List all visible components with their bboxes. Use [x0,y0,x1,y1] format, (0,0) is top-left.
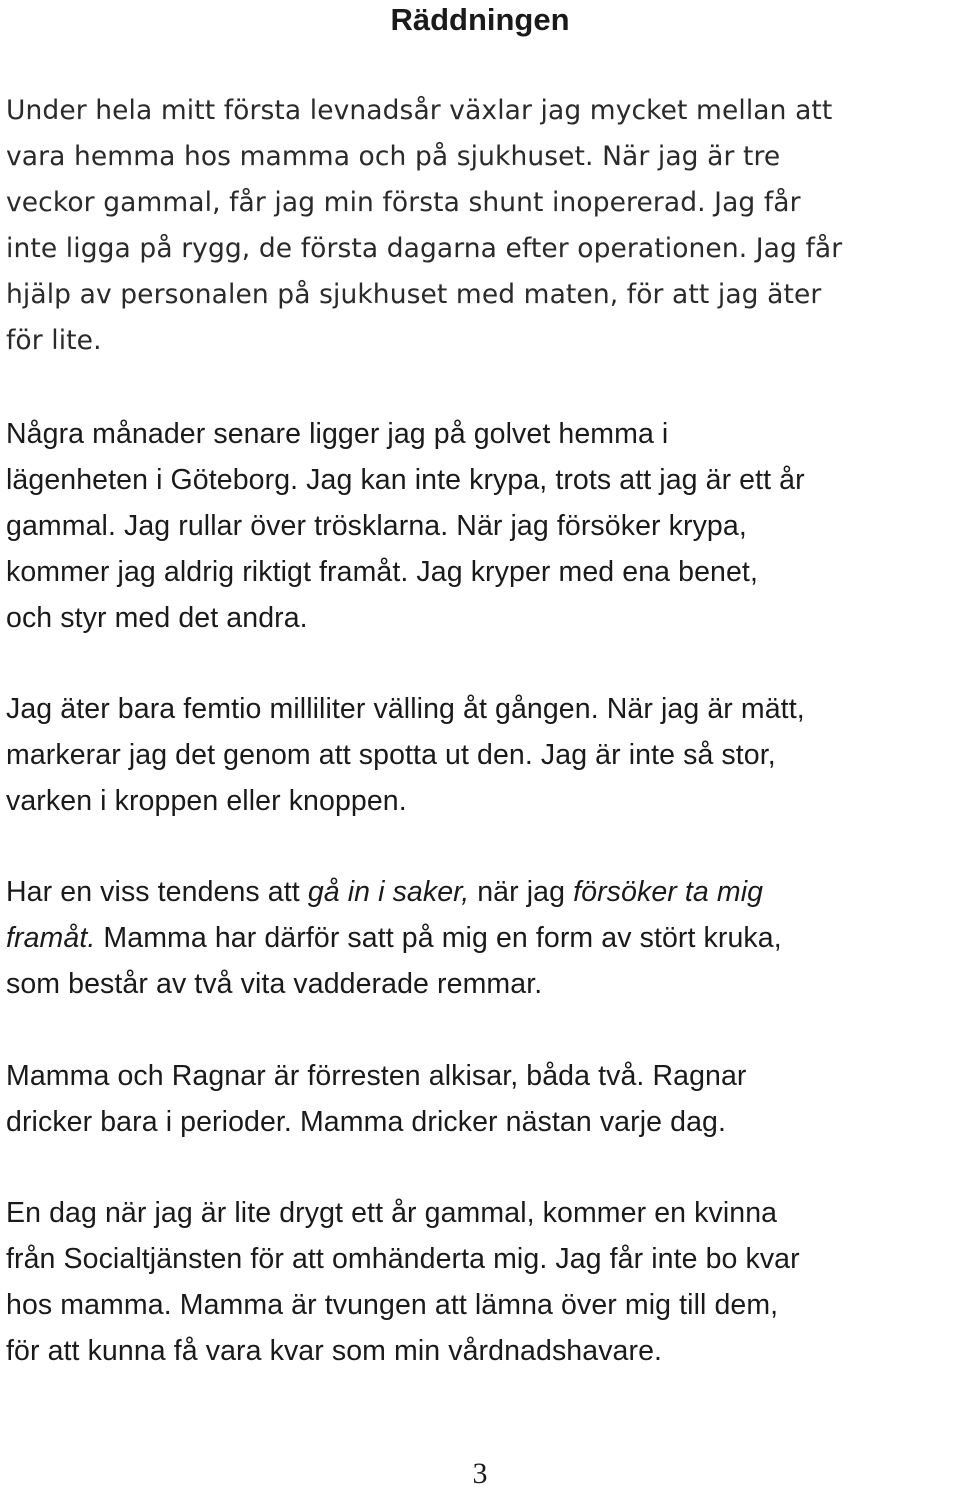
italic-text: framåt. [6,922,96,954]
text-line: som består av två vita vadderade remmar. [6,968,543,1000]
text-line: för lite. [6,325,102,356]
text-line: En dag när jag är lite drygt ett år gammal, kommer en kvinna [6,1197,778,1229]
text-line: hos mamma. Mamma är tvungen att lämna över mig till dem, [6,1289,779,1321]
text-line [6,869,956,915]
page-title: Räddningen [390,2,570,37]
text-line: kommer jag aldrig riktigt framåt. Jag kryper med ena benet, [6,556,758,588]
text-line: veckor gammal, får jag min första shunt inopererad. Jag får [6,187,801,218]
text-line: lägenheten i Göteborg. Jag kan inte krypa, trots att jag är ett år [6,464,805,496]
paragraph-3 [6,686,956,824]
text-run: Mamma har därför satt på mig en form av stört kruka, [95,922,782,954]
paragraph-2 [6,411,956,641]
paragraph-5 [6,1053,956,1145]
text-line [6,915,956,961]
text-line: gammal. Jag rullar över trösklarna. När jag försöker krypa, [6,510,747,542]
paragraph-4 [6,869,956,1007]
paragraph-6 [6,1190,956,1374]
text-line: Under hela mitt första levnadsår växlar jag mycket mellan att [6,95,833,126]
text-run: Har en viss tendens att [6,876,308,908]
text-run: när jag [469,876,574,908]
text-line: varken i kroppen eller knoppen. [6,785,407,817]
text-line: från Socialtjänsten för att omhänderta mig. Jag får inte bo kvar [6,1243,800,1275]
italic-text: gå in i saker, [307,876,470,908]
text-line: markerar jag det genom att spotta ut den. Jag är inte så stor, [6,739,776,771]
text-line: dricker bara i perioder. Mamma dricker nästan varje dag. [6,1106,726,1138]
paragraph-1 [6,88,956,364]
text-line: Mamma och Ragnar är förresten alkisar, båda två. Ragnar [6,1060,747,1092]
text-line: inte ligga på rygg, de första dagarna efter operationen. Jag får [6,233,843,264]
text-line: och styr med det andra. [6,602,308,634]
page-number: 3 [472,1457,488,1490]
text-line: hjälp av personalen på sjukhuset med maten, för att jag äter [6,279,822,310]
text-line: Jag äter bara femtio milliliter välling åt gången. När jag är mätt, [6,693,805,725]
text-line: vara hemma hos mamma och på sjukhuset. När jag är tre [6,141,781,172]
text-line: för att kunna få vara kvar som min vårdnadshavare. [6,1335,663,1367]
text-line: Några månader senare ligger jag på golvet hemma i [6,418,669,450]
italic-text: försöker ta mig [573,876,764,908]
